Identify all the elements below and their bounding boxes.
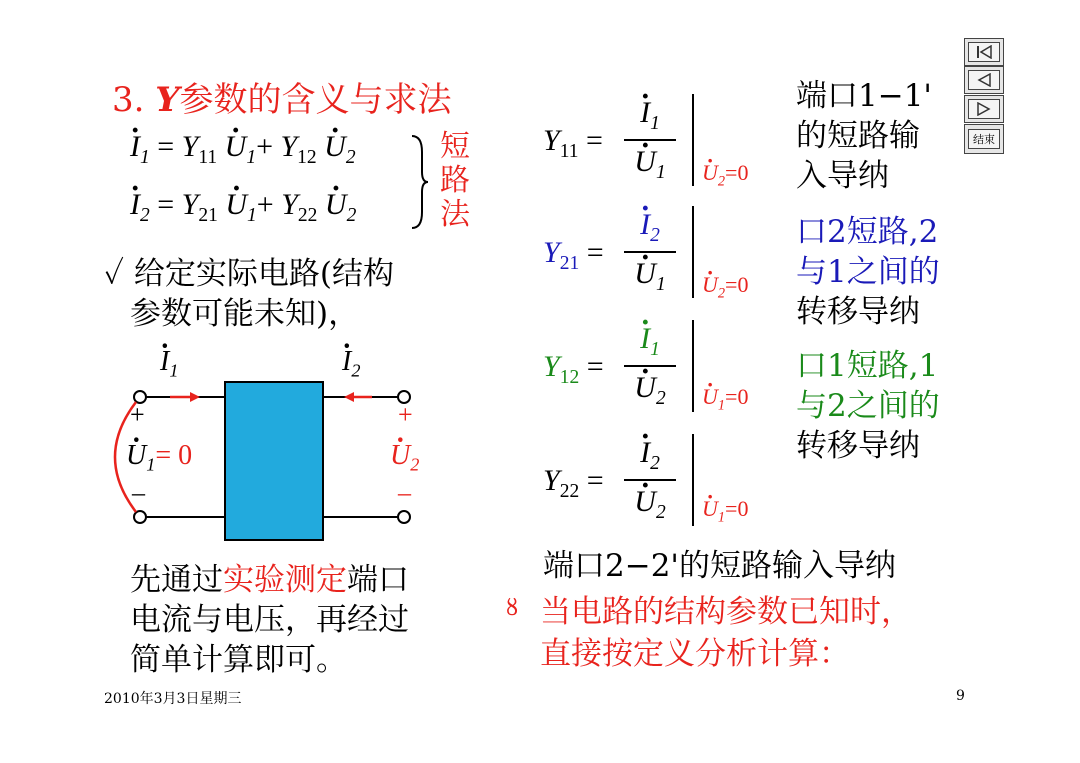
- y11-condition: · $U_2=0$: [702, 160, 748, 190]
- first-icon: [968, 42, 1000, 62]
- y22-lhs: $Y_{22}$ =: [543, 464, 604, 502]
- y12-fraction: · $I_1$ · $U_2$: [624, 322, 676, 410]
- circuit-plus-left: +: [130, 400, 145, 429]
- equation-i1: · $I_1 = Y_{11} \cdot U_1+ Y_{12} \cdot U_2$: [130, 130, 356, 169]
- circuit-u2: · $U_2$: [390, 440, 419, 476]
- y22-fraction: · $I_2$ · $U_2$: [624, 436, 676, 524]
- current-arrow-i1: [190, 392, 200, 402]
- bullet-1: [104, 254, 394, 294]
- bullet-2-icon: ȣ: [506, 596, 519, 621]
- title-number: 3.: [112, 80, 145, 120]
- bullet-2-line1: 当电路的结构参数已知时，: [540, 594, 912, 630]
- circuit-current-i1: · $I_1$: [160, 346, 178, 382]
- y11-lhs: $Y_{11}$ =: [543, 124, 603, 162]
- prev-icon: [968, 70, 1000, 90]
- current-arrow-i2: [344, 392, 354, 402]
- title-text: 参数的含义与求法: [179, 80, 452, 120]
- right-brace: [408, 132, 432, 232]
- y21-description: 口2短路,2 与1之间的 转移导纳: [796, 214, 940, 330]
- prev-slide-button[interactable]: [964, 66, 1004, 94]
- port-1-bottom-terminal: [134, 511, 146, 523]
- circuit-u1-zero: · $U_1= 0$: [126, 440, 192, 476]
- y11-fraction: · $I_1$ · $U_1$: [624, 96, 676, 184]
- y22-description: 端口2−2'的短路输入导纳: [543, 548, 896, 584]
- short-circuit-method-label: 短 路 法: [440, 129, 470, 232]
- equation-i2: · $I_2 = Y_{21} \cdot U_1+ Y_{22} \cdot U_2$: [130, 188, 356, 227]
- end-label: 结束: [968, 129, 1000, 149]
- bullet-1-line1: 给定实际电路(结构: [133, 256, 394, 292]
- y12-description: 口1短路,1 与2之间的 转移导纳: [796, 348, 940, 464]
- y22-condition: · $U_1=0$: [702, 496, 748, 526]
- circuit-minus-left: –: [132, 478, 145, 507]
- y21-fraction: · $I_2$ · $U_1$: [624, 208, 676, 296]
- left-paragraph-line3: 简单计算即可。: [130, 642, 347, 678]
- y21-condition: · $U_2=0$: [702, 272, 748, 302]
- first-slide-button[interactable]: [964, 38, 1004, 66]
- two-port-network-box: [225, 382, 323, 540]
- left-paragraph-line2: 电流与电压，再经过: [130, 602, 409, 638]
- next-slide-button[interactable]: [964, 95, 1004, 123]
- y12-lhs: $Y_{12}$ =: [543, 350, 604, 388]
- port-2-bottom-terminal: [398, 511, 410, 523]
- bullet-1-line2: 参数可能未知)，: [130, 296, 360, 332]
- next-icon: [968, 99, 1000, 119]
- circuit-minus-right: –: [398, 478, 411, 507]
- y12-condition: · $U_1=0$: [702, 384, 748, 414]
- y11-description: 端口1−1' 的短路输 入导纳: [796, 78, 932, 194]
- y21-lhs: $Y_{21}$ =: [543, 236, 604, 274]
- title-y: Y: [155, 80, 180, 120]
- footer-date: 2010年3月3日星期三: [104, 691, 242, 707]
- bullet-2-line2: 直接按定义分析计算：: [540, 636, 850, 672]
- slide-title: [112, 72, 452, 121]
- check-icon: ✓: [104, 256, 124, 292]
- left-paragraph-line1: 先通过实验测定端口: [130, 562, 409, 598]
- page-number: 9: [956, 688, 965, 704]
- circuit-current-i2: · $I_2$: [342, 346, 360, 382]
- end-show-button[interactable]: [964, 124, 1004, 154]
- circuit-plus-right: +: [398, 400, 413, 429]
